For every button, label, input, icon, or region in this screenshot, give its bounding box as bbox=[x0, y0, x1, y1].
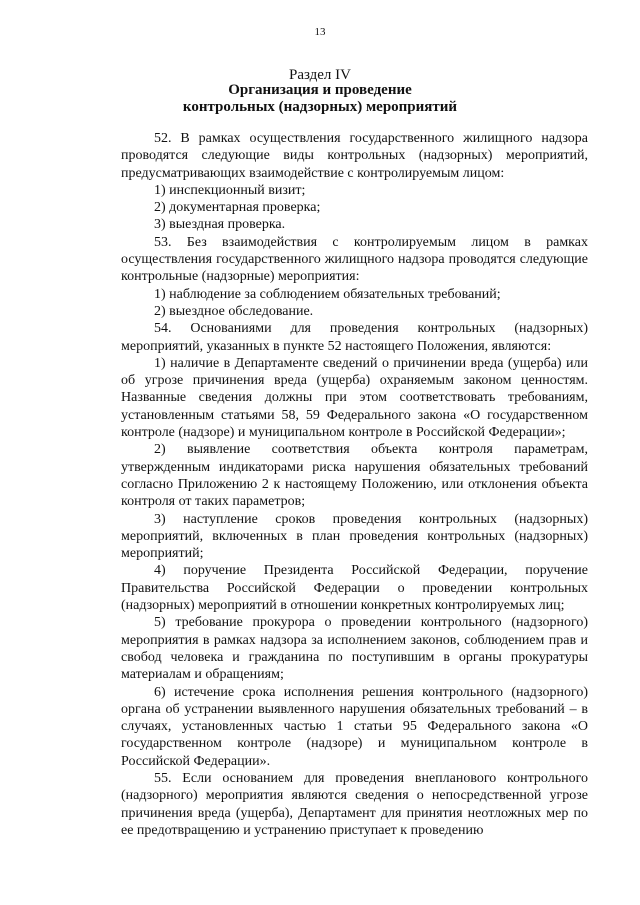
paragraph: 2) выявление соответствия объекта контроля параметрам, утвержденным индикаторами риска нарушения обязательных требований согласно Приложению 2 к настоящему Положению, или отклонения объекта контроля от таких параметров; bbox=[121, 442, 588, 510]
paragraph: 6) истечение срока исполнения решения контрольного (надзорного) органа об устранении выявленного нарушения обязательных требований – в случаях, установленных частью 1 статьи 95 Федерального закона «О государственном контроле (надзоре) и муниципальном контроле в Российской Федерации». bbox=[121, 684, 588, 769]
section-title bbox=[0, 82, 640, 116]
section-label: Раздел IV bbox=[288, 67, 351, 83]
paragraph: 2) выездное обследование. bbox=[154, 303, 314, 319]
paragraph: 53. Без взаимодействия с контролируемым лицом в рамках осуществления государственного жилищного надзора проводятся следующие контрольные (надзорные) мероприятия: bbox=[121, 234, 588, 285]
paragraph: 3) наступление сроков проведения контрольных (надзорных) мероприятий, включенных в план проведения контрольных (надзорных) мероприятий; bbox=[121, 511, 588, 562]
paragraph: 5) требование прокурора о проведении контрольного (надзорного) мероприятия в рамках надзора за исполнением законов, соблюдением прав и свобод человека и гражданина по поступившим в органы прокуратуры материалам и обращениям; bbox=[121, 615, 588, 683]
paragraph: 3) выездная проверка. bbox=[154, 217, 286, 233]
page-number: 13 bbox=[314, 26, 326, 38]
paragraph: 54. Основаниями для проведения контрольных (надзорных) мероприятий, указанных в пункте 52 настоящего Положения, являются: bbox=[121, 321, 588, 354]
paragraph: 55. Если основанием для проведения внепланового контрольного (надзорного) мероприятия являются сведения о непосредственной угрозе причинения вреда (ущерба), Департамент для принятия неотложных мер по ее предотвращению и устранению приступает к проведению bbox=[121, 770, 588, 838]
paragraph: 2) документарная проверка; bbox=[154, 200, 321, 216]
paragraph: 4) поручение Президента Российской Федерации, поручение Правительства Российской Федерации о проведении контрольных (надзорных) мероприятий в отношении конкретных контролируемых лиц; bbox=[121, 563, 588, 614]
title-line-2: контрольных (надзорных) мероприятий bbox=[182, 99, 458, 115]
title-line-1: Организация и проведение bbox=[228, 82, 412, 98]
document-body bbox=[121, 130, 588, 839]
paragraph: 1) наблюдение за соблюдением обязательных требований; bbox=[154, 286, 501, 302]
paragraph: 1) наличие в Департаменте сведений о причинении вреда (ущерба) или об угрозе причинения вреда (ущерба) охраняемым законом ценностям. Названные сведения должны при этом соответствовать требованиям, установленным статьями 58, 59 Федерального закона «О государственном контроле (надзоре) и муниципальном контроле в Российской Федерации»; bbox=[121, 355, 588, 441]
paragraph: 52. В рамках осуществления государственного жилищного надзора проводятся следующие виды контрольных (надзорных) мероприятий, предусматривающих взаимодействие с контролируемым лицом: bbox=[121, 131, 588, 181]
paragraph: 1) инспекционный визит; bbox=[154, 182, 306, 198]
